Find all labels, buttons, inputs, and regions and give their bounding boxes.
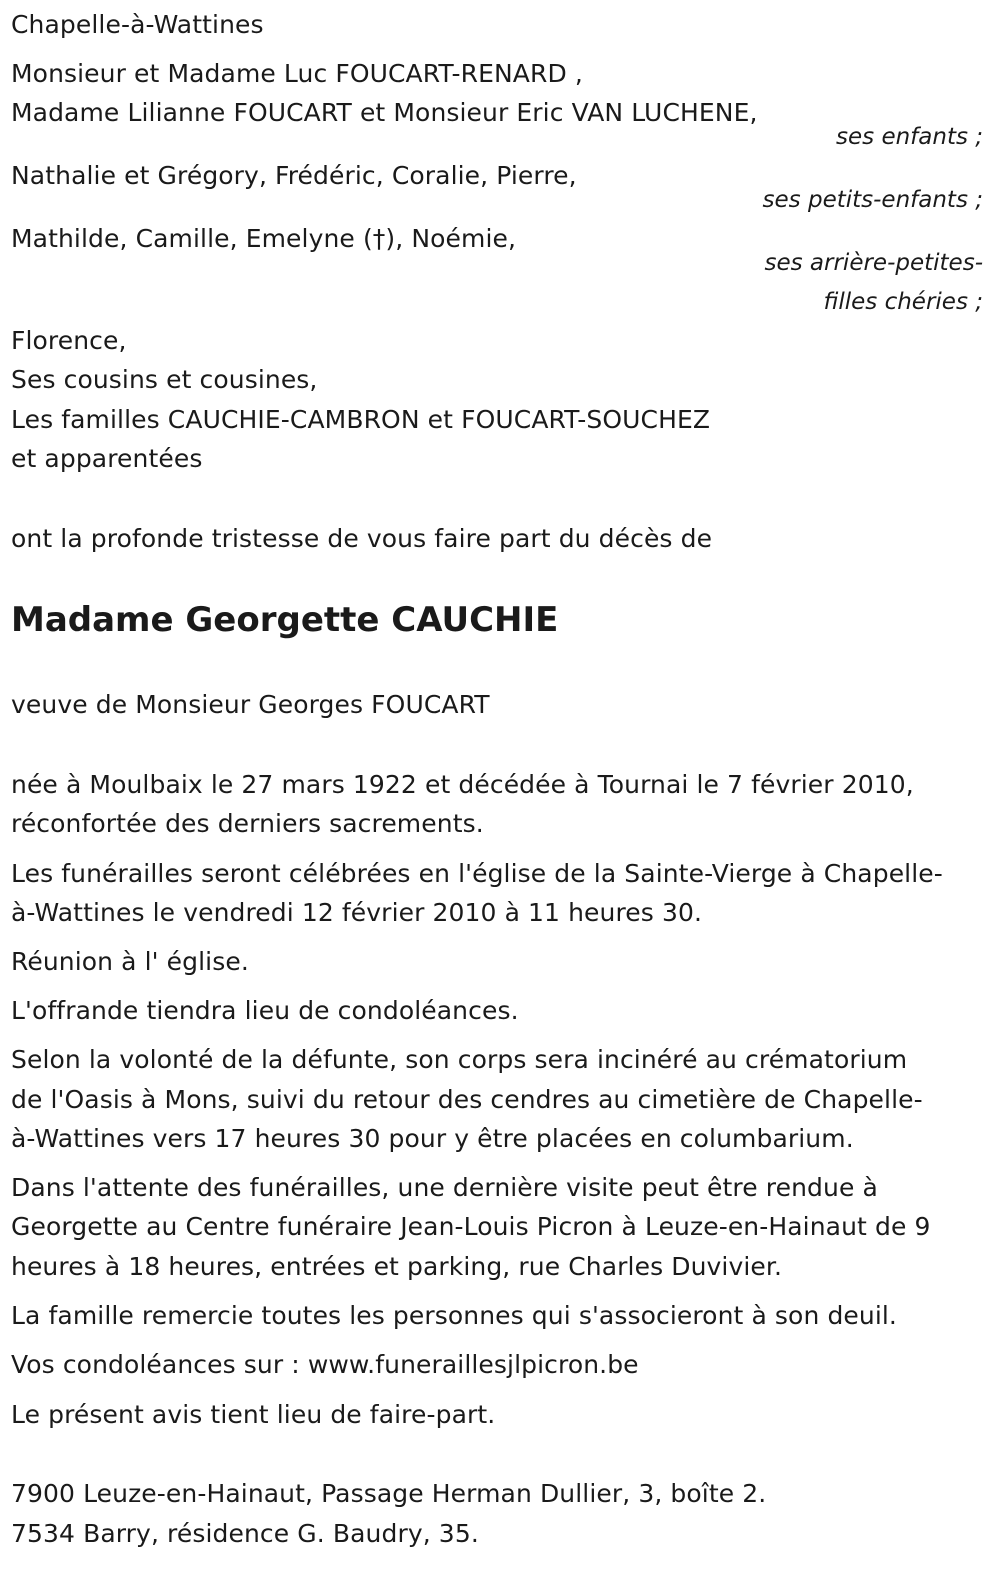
grandchildren: Nathalie et Grégory, Frédéric, Coralie, Pierre,	[11, 161, 577, 190]
paragraph-cremation-3: à-Wattines vers 17 heures 30 pour y être placées en columbarium.	[11, 1124, 854, 1153]
paragraph-condolences: Vos condoléances sur : www.funeraillesjlpicron.be	[11, 1350, 639, 1379]
paragraph-thanks: La famille remercie toutes les personnes qui s'associeront à son deuil.	[11, 1301, 897, 1330]
obituary-notice	[11, 0, 986, 1583]
children-line-2: Madame Lilianne FOUCART et Monsieur Eric VAN LUCHENE,	[11, 98, 758, 127]
paragraph-funeral-2: à-Wattines le vendredi 12 février 2010 à 11 heures 30.	[11, 898, 703, 927]
widow-of: veuve de Monsieur Georges FOUCART	[11, 690, 490, 719]
children-line-1: Monsieur et Madame Luc FOUCART-RENARD ,	[11, 59, 583, 88]
great-grandchildren-role-line-2: filles chéries ;	[823, 289, 983, 315]
other-family-1: Florence,	[11, 326, 127, 355]
address-1: 7900 Leuze-en-Hainaut, Passage Herman Dullier, 3, boîte 2.	[11, 1479, 767, 1508]
paragraph-reunion: Réunion à l' église.	[11, 947, 249, 976]
paragraph-offering: L'offrande tiendra lieu de condoléances.	[11, 996, 519, 1025]
paragraph-visit-3: heures à 18 heures, entrées et parking, rue Charles Duvivier.	[11, 1252, 783, 1281]
great-grandchildren: Mathilde, Camille, Emelyne (†), Noémie,	[11, 224, 517, 253]
location: Chapelle-à-Wattines	[11, 10, 264, 39]
deceased-name: Madame Georgette CAUCHIE	[11, 600, 559, 640]
paragraph-birth-death-2: réconfortée des derniers sacrements.	[11, 809, 484, 838]
address-2: 7534 Barry, résidence G. Baudry, 35.	[11, 1519, 479, 1548]
paragraph-visit-1: Dans l'attente des funérailles, une dernière visite peut être rendue à	[11, 1173, 878, 1202]
other-family-2: Ses cousins et cousines,	[11, 365, 318, 394]
other-family-3: Les familles CAUCHIE-CAMBRON et FOUCART-SOUCHEZ	[11, 405, 711, 434]
paragraph-notice: Le présent avis tient lieu de faire-part.	[11, 1400, 496, 1429]
children-role: ses enfants ;	[836, 124, 983, 150]
paragraph-funeral-1: Les funérailles seront célébrées en l'église de la Sainte-Vierge à Chapelle-	[11, 859, 943, 888]
great-grandchildren-role-line-1: ses arrière-petites-	[764, 250, 983, 276]
grandchildren-role: ses petits-enfants ;	[762, 187, 983, 213]
other-family-4: et apparentées	[11, 444, 203, 473]
paragraph-birth-death-1: née à Moulbaix le 27 mars 1922 et décédée à Tournai le 7 février 2010,	[11, 770, 914, 799]
paragraph-visit-2: Georgette au Centre funéraire Jean-Louis Picron à Leuze-en-Hainaut de 9	[11, 1212, 931, 1241]
announcement: ont la profonde tristesse de vous faire part du décès de	[11, 524, 713, 553]
paragraph-cremation-2: de l'Oasis à Mons, suivi du retour des cendres au cimetière de Chapelle-	[11, 1085, 923, 1114]
paragraph-cremation-1: Selon la volonté de la défunte, son corps sera incinéré au crématorium	[11, 1045, 908, 1074]
